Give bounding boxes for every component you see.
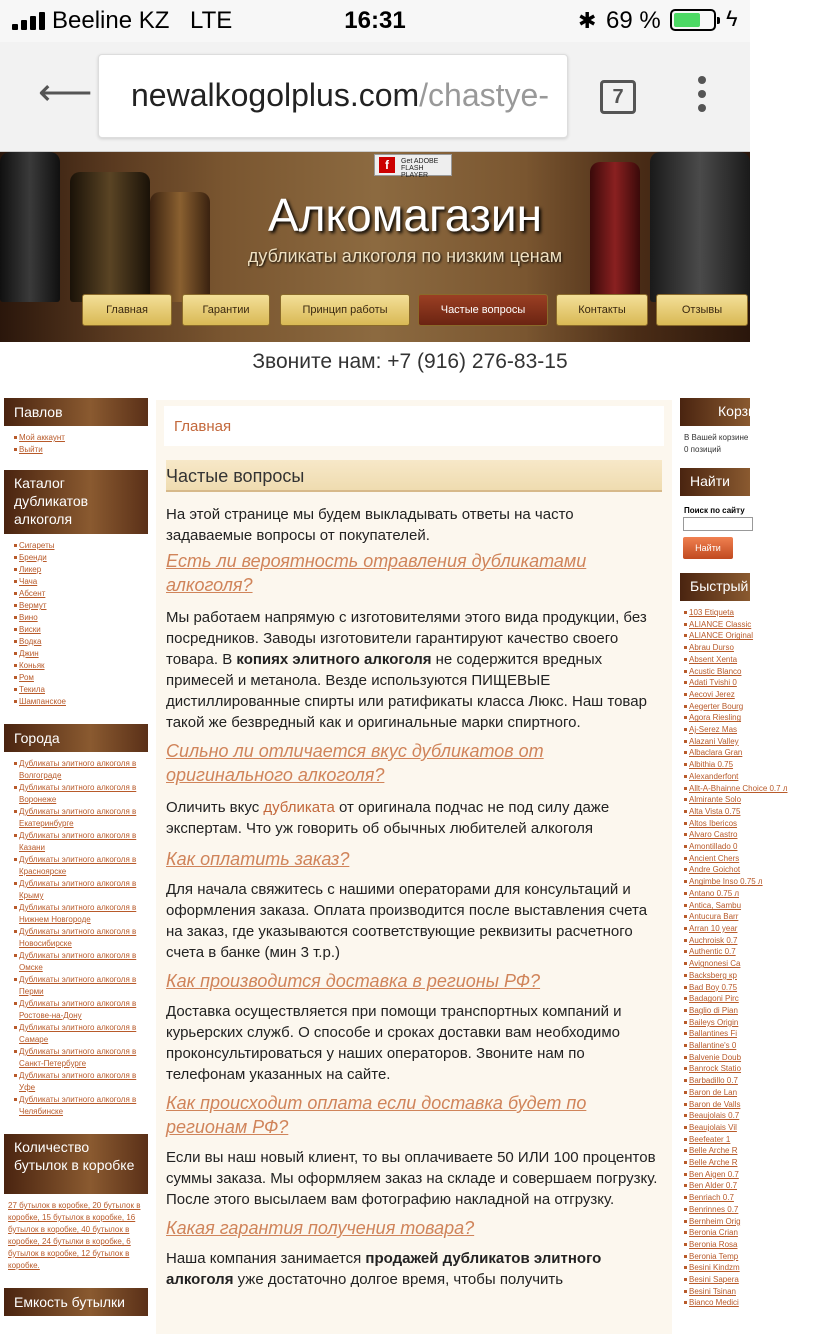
quick-select-item[interactable]: Auchroisk 0.7 [684, 935, 750, 947]
quick-select-item[interactable]: Bianco Medici [684, 1297, 750, 1309]
quick-select-item[interactable]: 103 Etiqueta [684, 607, 750, 619]
quick-select-item[interactable]: Belle Arche R [684, 1145, 750, 1157]
status-bar [0, 0, 750, 42]
phone-line: Звоните нам: +7 (916) 276-83-15 [252, 350, 568, 373]
cart-count: 0 позиций [684, 445, 722, 454]
quick-select-item[interactable]: Arran 10 year [684, 923, 750, 935]
search-input[interactable] [683, 517, 753, 531]
network-type: LTE [190, 7, 233, 34]
quick-select-item[interactable]: Altos Ibericos [684, 818, 750, 830]
charging-icon: ϟ [726, 6, 738, 31]
catalog-item[interactable]: Ром [14, 672, 148, 684]
quick-select-item[interactable]: Balvenie Doub [684, 1052, 750, 1064]
quick-select-item[interactable]: Antano 0.75 л [684, 888, 750, 900]
answer-text: Мы работаем напрямую с изготовителями этого вида продукции, без посредников. Заводы изготовители гарантируют качество своего товара. В [166, 609, 647, 668]
faq-answer: Для начала свяжитесь с нашими операторами для консультаций и оформления заказа. Оплата производится после выставления счета на заказ, где указываются соответствующие реквизиты расчетного счета в банке (мин 3 т.р.) [166, 881, 648, 961]
cities-list [4, 752, 148, 1124]
quick-select-item[interactable]: Beronia Temp [684, 1251, 750, 1263]
quick-select-item[interactable]: Andre Goichot [684, 864, 750, 876]
answer-text: уже достаточно долгое время, чтобы получить [233, 1271, 564, 1288]
faq-answer: Доставка осуществляется при помощи транспортных компаний и курьерских служб. О способе и сроках доставки вам необходимо проконсультироваться у наших операторов. Звоните нам по телефонам указанных на сайте. [166, 1003, 622, 1083]
main-content [156, 400, 672, 1334]
catalog-list [4, 534, 148, 714]
quick-select-item[interactable]: Abrau Durso [684, 642, 750, 654]
catalog-item[interactable]: Джин [14, 648, 148, 660]
answer-text: Наша компания занимается [166, 1250, 366, 1267]
quick-select-item[interactable]: Authentic 0.7 [684, 946, 750, 958]
url-path: /chastye- [419, 77, 549, 113]
battery-icon [670, 9, 716, 31]
quick-select-item[interactable]: Avignonesi Ca [684, 958, 750, 970]
faq-question[interactable]: Как оплатить заказ? [166, 849, 350, 869]
city-item[interactable]: Дубликаты элитного алкоголя в Воронеже [14, 782, 148, 806]
city-item[interactable]: Дубликаты элитного алкоголя в Уфе [14, 1070, 148, 1094]
search-title: Найти [680, 468, 750, 496]
bluetooth-icon: ✱ [578, 8, 597, 33]
intro-text: На этой странице мы будем выкладывать ответы на часто задаваемые вопросы от покупателей. [166, 506, 574, 544]
right-sidebar [680, 398, 794, 1309]
nav-faq[interactable]: Частые вопросы [418, 294, 548, 326]
quick-select-item[interactable]: Antica, Sambu [684, 900, 750, 912]
search-label: Поиск по сайту [684, 506, 745, 515]
quick-select-item[interactable]: Baglio di Pian [684, 1005, 750, 1017]
quick-select-item[interactable]: Ballantine's 0 [684, 1040, 750, 1052]
catalog-title: Каталог дубликатов алкоголя [4, 470, 148, 534]
city-item[interactable]: Дубликаты элитного алкоголя в Екатеринбурге [14, 806, 148, 830]
quick-select-item[interactable]: Alazani Valley [684, 736, 750, 748]
city-item[interactable]: Дубликаты элитного алкоголя в Челябинске [14, 1094, 148, 1118]
quick-select-item[interactable]: Barbadillo 0.7 [684, 1075, 750, 1087]
answer-bold: продажей дубликатов элитного алкоголя [166, 1250, 602, 1288]
quick-select-item[interactable]: Alvaro Castro [684, 829, 750, 841]
quick-select-item[interactable]: Backsberg кр [684, 970, 750, 982]
site-title[interactable]: Алкомагазин [268, 189, 542, 241]
flash-player-badge[interactable] [374, 154, 452, 179]
catalog-item[interactable]: Коньяк [14, 660, 148, 672]
quick-select-item[interactable]: Ancient Chers [684, 853, 750, 865]
quick-select-item[interactable]: Antucura Barr [684, 911, 750, 923]
catalog-item[interactable]: Вермут [14, 600, 148, 612]
cart-title: Корзина [680, 398, 750, 426]
quick-select-item[interactable]: Banrock Statio [684, 1063, 750, 1075]
flash-text: Get ADOBE FLASH PLAYER [401, 158, 439, 179]
quick-select-item[interactable]: Belle Arche R [684, 1157, 750, 1169]
main-nav [0, 294, 750, 330]
menu-icon[interactable] [698, 76, 708, 118]
quick-select-item[interactable]: Ben Aigen 0.7 [684, 1169, 750, 1181]
duplicate-link[interactable]: дубликата [263, 799, 335, 816]
quick-select-item[interactable]: Alta Vista 0.75 [684, 806, 750, 818]
answer-text: не содержится вредных примесей и метанола. Везде используются ПИЩЕВЫЕ дистиллированные спирты или ратификаты класса Люкс. Наш товар такой же безвредный как и оригинальные марки спиртного. [166, 651, 647, 731]
page-title: Частые вопросы [166, 460, 662, 492]
quick-select-item[interactable]: Besini Kindzm [684, 1262, 750, 1274]
search-button[interactable]: Найти [683, 537, 733, 559]
city-item[interactable]: Дубликаты элитного алкоголя в Самаре [14, 1022, 148, 1046]
quick-select-item[interactable]: Absent Xenta [684, 654, 750, 666]
catalog-item[interactable]: Абсент [14, 588, 148, 600]
answer-text: Оличить вкус [166, 799, 264, 816]
quick-select-title: Быстрый выбор [680, 573, 750, 601]
quick-select-item[interactable]: Benrinnes 0.7 [684, 1204, 750, 1216]
quick-select-item[interactable]: Almirante Solo [684, 794, 750, 806]
tab-switcher-button[interactable]: 7 [600, 80, 636, 114]
quick-select-item[interactable]: Aj-Serez Mas [684, 724, 750, 736]
faq-answer [156, 797, 672, 839]
quick-select-item[interactable]: Allt-A-Bhainne Choice 0.7 л [684, 783, 750, 795]
quick-select-item[interactable]: Aecovi Jerez [684, 689, 750, 701]
faq-question[interactable]: Как происходит оплата если доставка будет по регионам РФ? [166, 1093, 587, 1137]
back-arrow-icon[interactable]: ⟵ [38, 72, 93, 114]
quick-select-item[interactable]: Amontillado 0 [684, 841, 750, 853]
nav-principle[interactable]: Принцип работы [280, 294, 410, 326]
quick-select-list [680, 601, 788, 1309]
browser-toolbar [0, 42, 750, 152]
faq-answer [156, 607, 672, 733]
quick-select-item[interactable]: Baron de Lan [684, 1087, 750, 1099]
catalog-item[interactable]: Виски [14, 624, 148, 636]
bottle-count-title: Количество бутылок в коробке [4, 1134, 148, 1194]
quick-select-item[interactable]: Alexanderfont [684, 771, 750, 783]
faq-answer [156, 1248, 672, 1290]
catalog-item[interactable]: Вино [14, 612, 148, 624]
faq-question[interactable]: Как производится доставка в регионы РФ? [166, 971, 541, 991]
city-item[interactable]: Дубликаты элитного алкоголя в Новосибирске [14, 926, 148, 950]
cart-text: В Вашей корзине [684, 433, 749, 442]
nav-guarantees[interactable]: Гарантии [182, 294, 270, 326]
user-box-title: Павлов [4, 398, 148, 426]
nav-reviews[interactable]: Отзывы [656, 294, 748, 326]
site-tagline: дубликаты алкоголя по низким ценам [247, 246, 563, 266]
breadcrumb[interactable]: Главная [164, 406, 664, 446]
url-domain: newalkogolplus.com [131, 77, 420, 113]
cities-title: Города [4, 724, 148, 752]
quick-select-item[interactable]: Aegerter Bourg [684, 701, 750, 713]
quick-select-item[interactable]: Albithia 0.75 [684, 759, 750, 771]
city-item[interactable]: Дубликаты элитного алкоголя в Красноярске [14, 854, 148, 878]
city-item[interactable]: Дубликаты элитного алкоголя в Казани [14, 830, 148, 854]
faq-question[interactable]: Какая гарантия получения товара? [166, 1218, 475, 1238]
answer-text: от оригинала подчас не под силу даже экспертам. Что уж говорить об обычных любителей алкоголя [166, 799, 610, 837]
catalog-item[interactable]: Бренди [14, 552, 148, 564]
quick-select-item[interactable]: Baileys Origin [684, 1017, 750, 1029]
capacity-title: Емкость бутылки [4, 1288, 148, 1316]
quick-select-item[interactable]: Bernheim Orig [684, 1216, 750, 1228]
quick-select-item[interactable]: Ben Alder 0.7 [684, 1180, 750, 1192]
address-bar[interactable] [98, 54, 568, 138]
quick-select-item[interactable]: ALIANCE Classic [684, 619, 750, 631]
my-account-link[interactable]: Мой аккаунт [14, 432, 148, 444]
logout-link[interactable]: Выйти [14, 444, 148, 456]
quick-select-item[interactable]: Beefeater 1 [684, 1134, 750, 1146]
quick-select-item[interactable]: Benriach 0.7 [684, 1192, 750, 1204]
quick-select-item[interactable]: Agora Riesling [684, 712, 750, 724]
catalog-item[interactable]: Водка [14, 636, 148, 648]
catalog-item[interactable]: Текила [14, 684, 148, 696]
city-item[interactable]: Дубликаты элитного алкоголя в Крыму [14, 878, 148, 902]
city-item[interactable]: Дубликаты элитного алкоголя в Нижнем Новгороде [14, 902, 148, 926]
city-item[interactable]: Дубликаты элитного алкоголя в Волгограде [14, 758, 148, 782]
catalog-item[interactable]: Ликер [14, 564, 148, 576]
faq-answer: Если вы наш новый клиент, то вы оплачиваете 50 ИЛИ 100 процентов суммы заказа. Мы оформляем заказ на складе и совершаем погрузку. После этого высылаем вам фотографию накладной на отгрузку. [166, 1149, 658, 1208]
quick-select-item[interactable]: Ballantines Fi [684, 1028, 750, 1040]
quick-select-item[interactable]: Beaujolais 0.7 [684, 1110, 750, 1122]
quick-select-item[interactable]: Acustic Blanco [684, 666, 750, 678]
bottle-count-links[interactable]: 27 бутылок в коробке, 20 бутылок в коробке, 15 бутылок в коробке, 16 бутылок в коробке, 40 бутылок в коробке, 24 бутылки в коробке, 6 бутылок в коробке, 12 бутылок в коробке. [8, 1201, 141, 1270]
answer-bold: копиях элитного алкоголя [236, 651, 432, 668]
city-item[interactable]: Дубликаты элитного алкоголя в Ростове-на-Дону [14, 998, 148, 1022]
catalog-item[interactable]: Чача [14, 576, 148, 588]
quick-select-item[interactable]: Bad Boy 0.75 [684, 982, 750, 994]
quick-select-item[interactable]: Angimbe Inso 0.75 л [684, 876, 750, 888]
quick-select-item[interactable]: Besini Saperа [684, 1274, 750, 1286]
faq-question[interactable]: Сильно ли отличается вкус дубликатов от оригинального алкоголя? [166, 741, 544, 785]
quick-select-item[interactable]: Beronia Rosa [684, 1239, 750, 1251]
left-sidebar [4, 398, 148, 1316]
city-item[interactable]: Дубликаты элитного алкоголя в Санкт-Петербурге [14, 1046, 148, 1070]
clock: 16:31 [344, 7, 406, 34]
city-item[interactable]: Дубликаты элитного алкоголя в Омске [14, 950, 148, 974]
quick-select-item[interactable]: Besini Tsinan [684, 1286, 750, 1298]
quick-select-item[interactable]: Albaclara Gran [684, 747, 750, 759]
quick-select-item[interactable]: Beaujolais Vil [684, 1122, 750, 1134]
user-links [4, 426, 148, 462]
flash-logo-icon: f [379, 157, 395, 173]
catalog-item[interactable]: Шампанское [14, 696, 148, 708]
catalog-item[interactable]: Сигареты [14, 540, 148, 552]
quick-select-item[interactable]: Baron de Valls [684, 1099, 750, 1111]
city-item[interactable]: Дубликаты элитного алкоголя в Перми [14, 974, 148, 998]
nav-home[interactable]: Главная [82, 294, 172, 326]
quick-select-item[interactable]: Adati Tvishi 0 [684, 677, 750, 689]
quick-select-item[interactable]: Beronia Crian [684, 1227, 750, 1239]
battery-percent: 69 % [606, 7, 661, 34]
nav-contacts[interactable]: Контакты [556, 294, 648, 326]
quick-select-item[interactable]: ALIANCE Original [684, 630, 750, 642]
faq-question[interactable]: Есть ли вероятность отравления дубликатами алкоголя? [166, 551, 587, 595]
quick-select-item[interactable]: Badagoni Pirc [684, 993, 750, 1005]
carrier-name: Beeline KZ [52, 7, 170, 34]
